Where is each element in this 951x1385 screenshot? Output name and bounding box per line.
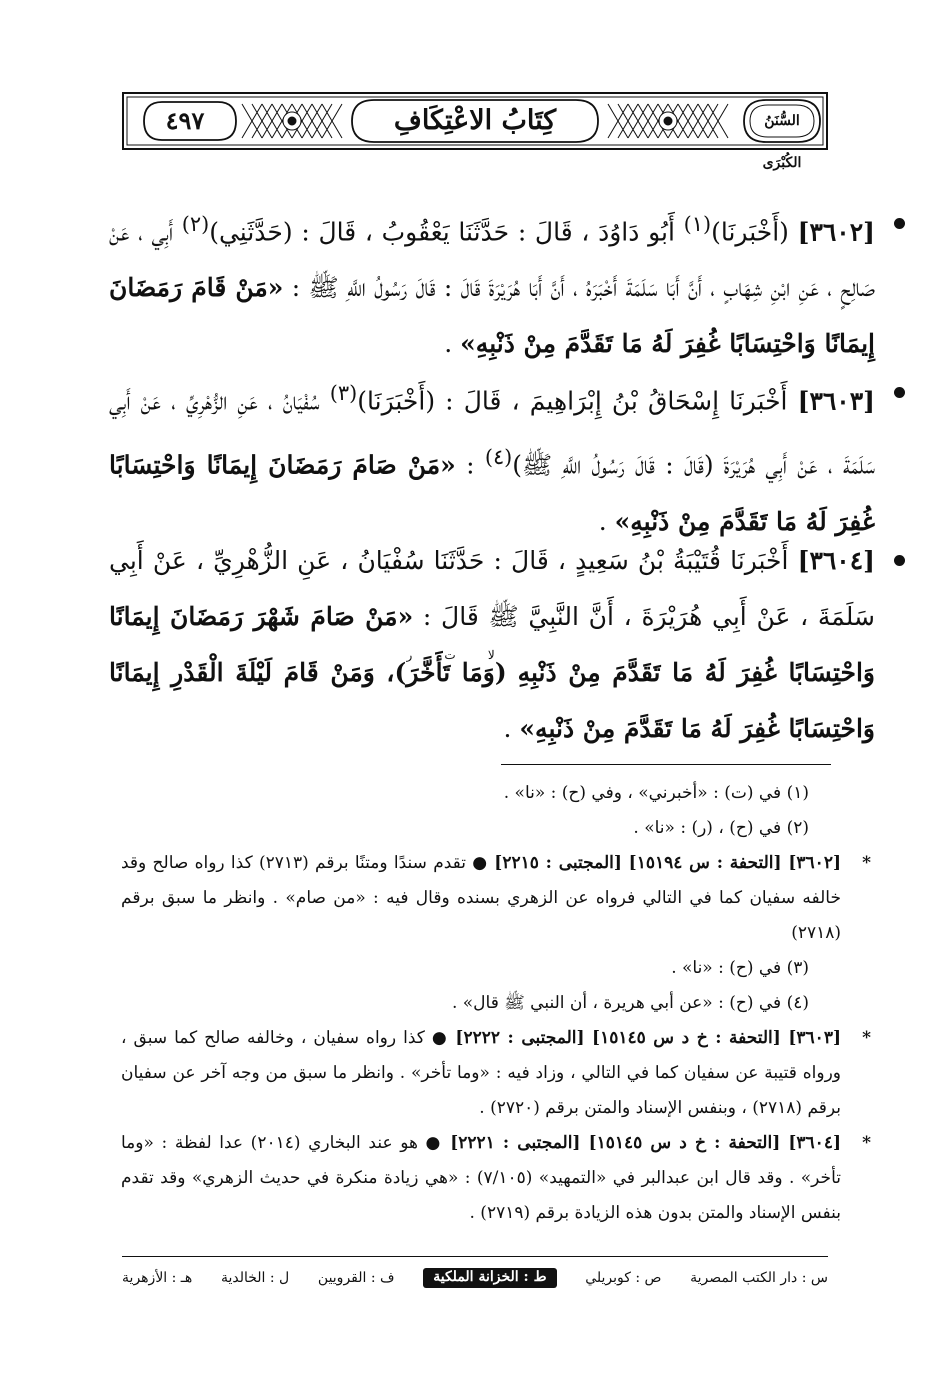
hadith-bullet bbox=[894, 555, 905, 566]
variant-text: (وَمَا تَأَخَّرَ) bbox=[394, 658, 507, 687]
footnote-4: (٤) في (ح) : «عن أبي هريرة ، أن النبي ﷺ قال» . bbox=[451, 993, 809, 1013]
hadith-3602 bbox=[109, 196, 875, 372]
key-item: ل : الخالدية bbox=[220, 1270, 290, 1286]
hadith-isnad: أَخْبَرنَا إِسْحَاقُ بْنُ إِبْرَاهِيمَ ، قَالَ : (أَخْبَرَنَا) bbox=[357, 386, 788, 416]
takhrij-body: ● تقدم سندًا ومتنًا برقم (٢٧١٣) كذا رواه صالح وقد خالفه سفيان كما في التالي فرواه عن الزهري بسنده وقال فيه : «من صام» . وانظر ما سبق برقم (٢٧١٨) bbox=[121, 853, 841, 943]
page-number: ٤٩٧ bbox=[165, 106, 205, 135]
hadith-isnad: أَبِي ، عَنْ صَالِحٍ ، عَنِ ابْنِ شِهَابٍ ، أَنَّ أَبَا سَلَمَةَ أَخْبَرَهُ ، أَنَّ أَبَا هُرَيْرَةَ قَالَ : قَالَ رَسُولُ اللَّهِ ﷺ : bbox=[109, 217, 875, 303]
takhrij-head: [٣٦٠٢] [التحفة : س ١٥١٩٤] [المجتبى : ٢٢١٥] bbox=[494, 853, 841, 873]
hadith-end: . bbox=[444, 329, 461, 359]
hadith-end: . bbox=[598, 506, 615, 536]
hadith-matn: «مَنْ قَامَ رَمَضَانَ إِيمَانًا وَاحْتِسَابًا غُفِرَ لَهُ مَا تَقَدَّمَ مِنْ ذَنْبِهِ» bbox=[109, 273, 875, 359]
hadith-3604 bbox=[109, 533, 875, 757]
hadith-number: [٣٦٠٢] bbox=[797, 217, 876, 247]
hadith-isnad: أَخْبَرنَا قُتَيْبَةُ بْنُ سَعِيدٍ ، قَالَ : حَدَّثَنَا سُفْيَانُ ، عَنِ الزُّهْرِيِّ ، عَنْ أَبِي سَلَمَةَ ، عَنْ أَبِي هُرَيْرَةَ ، أَنَّ النَّبِيَّ ﷺ قَالَ : bbox=[109, 546, 875, 631]
takhrij-body: ● هو عند البخاري (٢٠١٤) عدا لفظة : «وما تأخر» . وقد قال ابن عبدالبر في «التمهيد» (٧/١٠٥) : «هي زيادة منكرة في حديث الزهري» وقد تقدم بنفس الإسناد والمتن بدون هذه الزيادة برقم (٢٧١٩) . bbox=[121, 1133, 841, 1223]
footnote-2: (٢) في (ح) ، (ر) : «نا» . bbox=[633, 818, 809, 838]
key-divider bbox=[122, 1256, 828, 1257]
key-item: ص : كوبريلي bbox=[585, 1270, 662, 1286]
hadith-3603 bbox=[109, 365, 875, 550]
manuscript-key bbox=[122, 1265, 828, 1291]
footnote-ref: (٣) bbox=[329, 381, 358, 405]
footnote-ref: (٤) bbox=[484, 445, 513, 470]
hadith-isnad: : bbox=[466, 450, 485, 480]
series-seal-text: السُّنَنُ الكُبْرَى bbox=[762, 113, 802, 171]
hadith-isnad: سُفْيَانُ ، عَنِ الزُّهْرِيِّ ، عَنْ أَبِي سَلَمَةَ ، عَنْ أَبِي هُرَيْرَةَ (قَالَ : قَالَ رَسُولُ اللَّهِ ﷺ) bbox=[109, 386, 876, 480]
takhrij-star: * bbox=[862, 1028, 871, 1048]
hadith-bullet bbox=[894, 218, 905, 229]
hadith-end: . bbox=[503, 714, 520, 743]
takhrij-3604 bbox=[121, 1126, 871, 1231]
key-item: ف : القرويين bbox=[317, 1270, 395, 1286]
variant-manuscript-mark: لا ت ر bbox=[394, 648, 507, 662]
takhrij-head: [٣٦٠٤] [التحفة : خ د س ١٥١٤٥] [المجتبى : ٢٢٢١] bbox=[450, 1133, 841, 1153]
key-item: هـ : الأزهرية bbox=[122, 1270, 193, 1286]
hadith-matn: «مَنْ صَامَ رَمَضَانَ إِيمَانًا وَاحْتِسَابًا غُفِرَ لَهُ مَا تَقَدَّمَ مِنْ ذَنْبِهِ» bbox=[109, 450, 875, 536]
chapter-title: كِتَابُ الاعْتِكَافِ bbox=[393, 105, 557, 136]
hadith-matn: «مَنْ صَامَ شَهْرَ رَمَضَانَ إِيمَانًا وَاحْتِسَابًا غُفِرَ لَهُ مَا تَقَدَّمَ مِنْ ذَنْبِهِ bbox=[109, 602, 875, 687]
footnotes bbox=[121, 776, 871, 1231]
takhrij-head: [٣٦٠٣] [التحفة : خ د س ١٥١٤٥] [المجتبى : ٢٢٢٢] bbox=[455, 1028, 841, 1048]
page-header bbox=[122, 92, 828, 171]
takhrij-3603 bbox=[121, 1021, 871, 1126]
takhrij-3602 bbox=[121, 846, 871, 951]
hadith-matn: ، وَمَنْ قَامَ لَيْلَةَ الْقَدْرِ إِيمَانًا وَاحْتِسَابًا غُفِرَ لَهُ مَا تَقَدَّمَ مِنْ ذَنْبِهِ» bbox=[109, 658, 875, 743]
footnote-1: (١) في (ت) : «أخبرني» ، وفي (ح) : «نا» . bbox=[503, 783, 809, 803]
footnote-3: (٣) في (ح) : «نا» . bbox=[671, 958, 809, 978]
footnote-ref: (١) bbox=[683, 212, 712, 236]
hadith-isnad: أَبُو دَاوُدَ ، قَالَ : حَدَّثَنَا يَعْقُوبُ ، قَالَ : (حَدَّثَنِي) bbox=[209, 217, 675, 247]
key-item-highlighted: ط : الخزانة الملكية bbox=[423, 1268, 556, 1288]
footnote-ref: (٢) bbox=[181, 212, 210, 236]
hadith-number: [٣٦٠٤] bbox=[797, 546, 875, 575]
footnote-divider bbox=[501, 764, 831, 765]
hadith-bullet bbox=[894, 387, 905, 398]
hadith-number: [٣٦٠٣] bbox=[797, 386, 876, 416]
hadith-isnad: (أَخْبَرنَا) bbox=[711, 217, 789, 247]
manuscript-variant bbox=[394, 648, 507, 687]
takhrij-star: * bbox=[862, 853, 871, 873]
takhrij-body: ● كذا رواه سفيان ، وخالفه صالح كما سبق ، ورواه قتيبة عن سفيان كما في التالي ، وزاد فيه : «وما تأخر» . وانظر ما سبق من وجه آخر عن سفيان برقم (٢٧١٨) ، وبنفس الإسناد والمتن برقم (٢٧٢٠) . bbox=[121, 1028, 841, 1118]
takhrij-star: * bbox=[862, 1133, 871, 1153]
key-item: س : دار الكتب المصرية bbox=[690, 1270, 828, 1286]
